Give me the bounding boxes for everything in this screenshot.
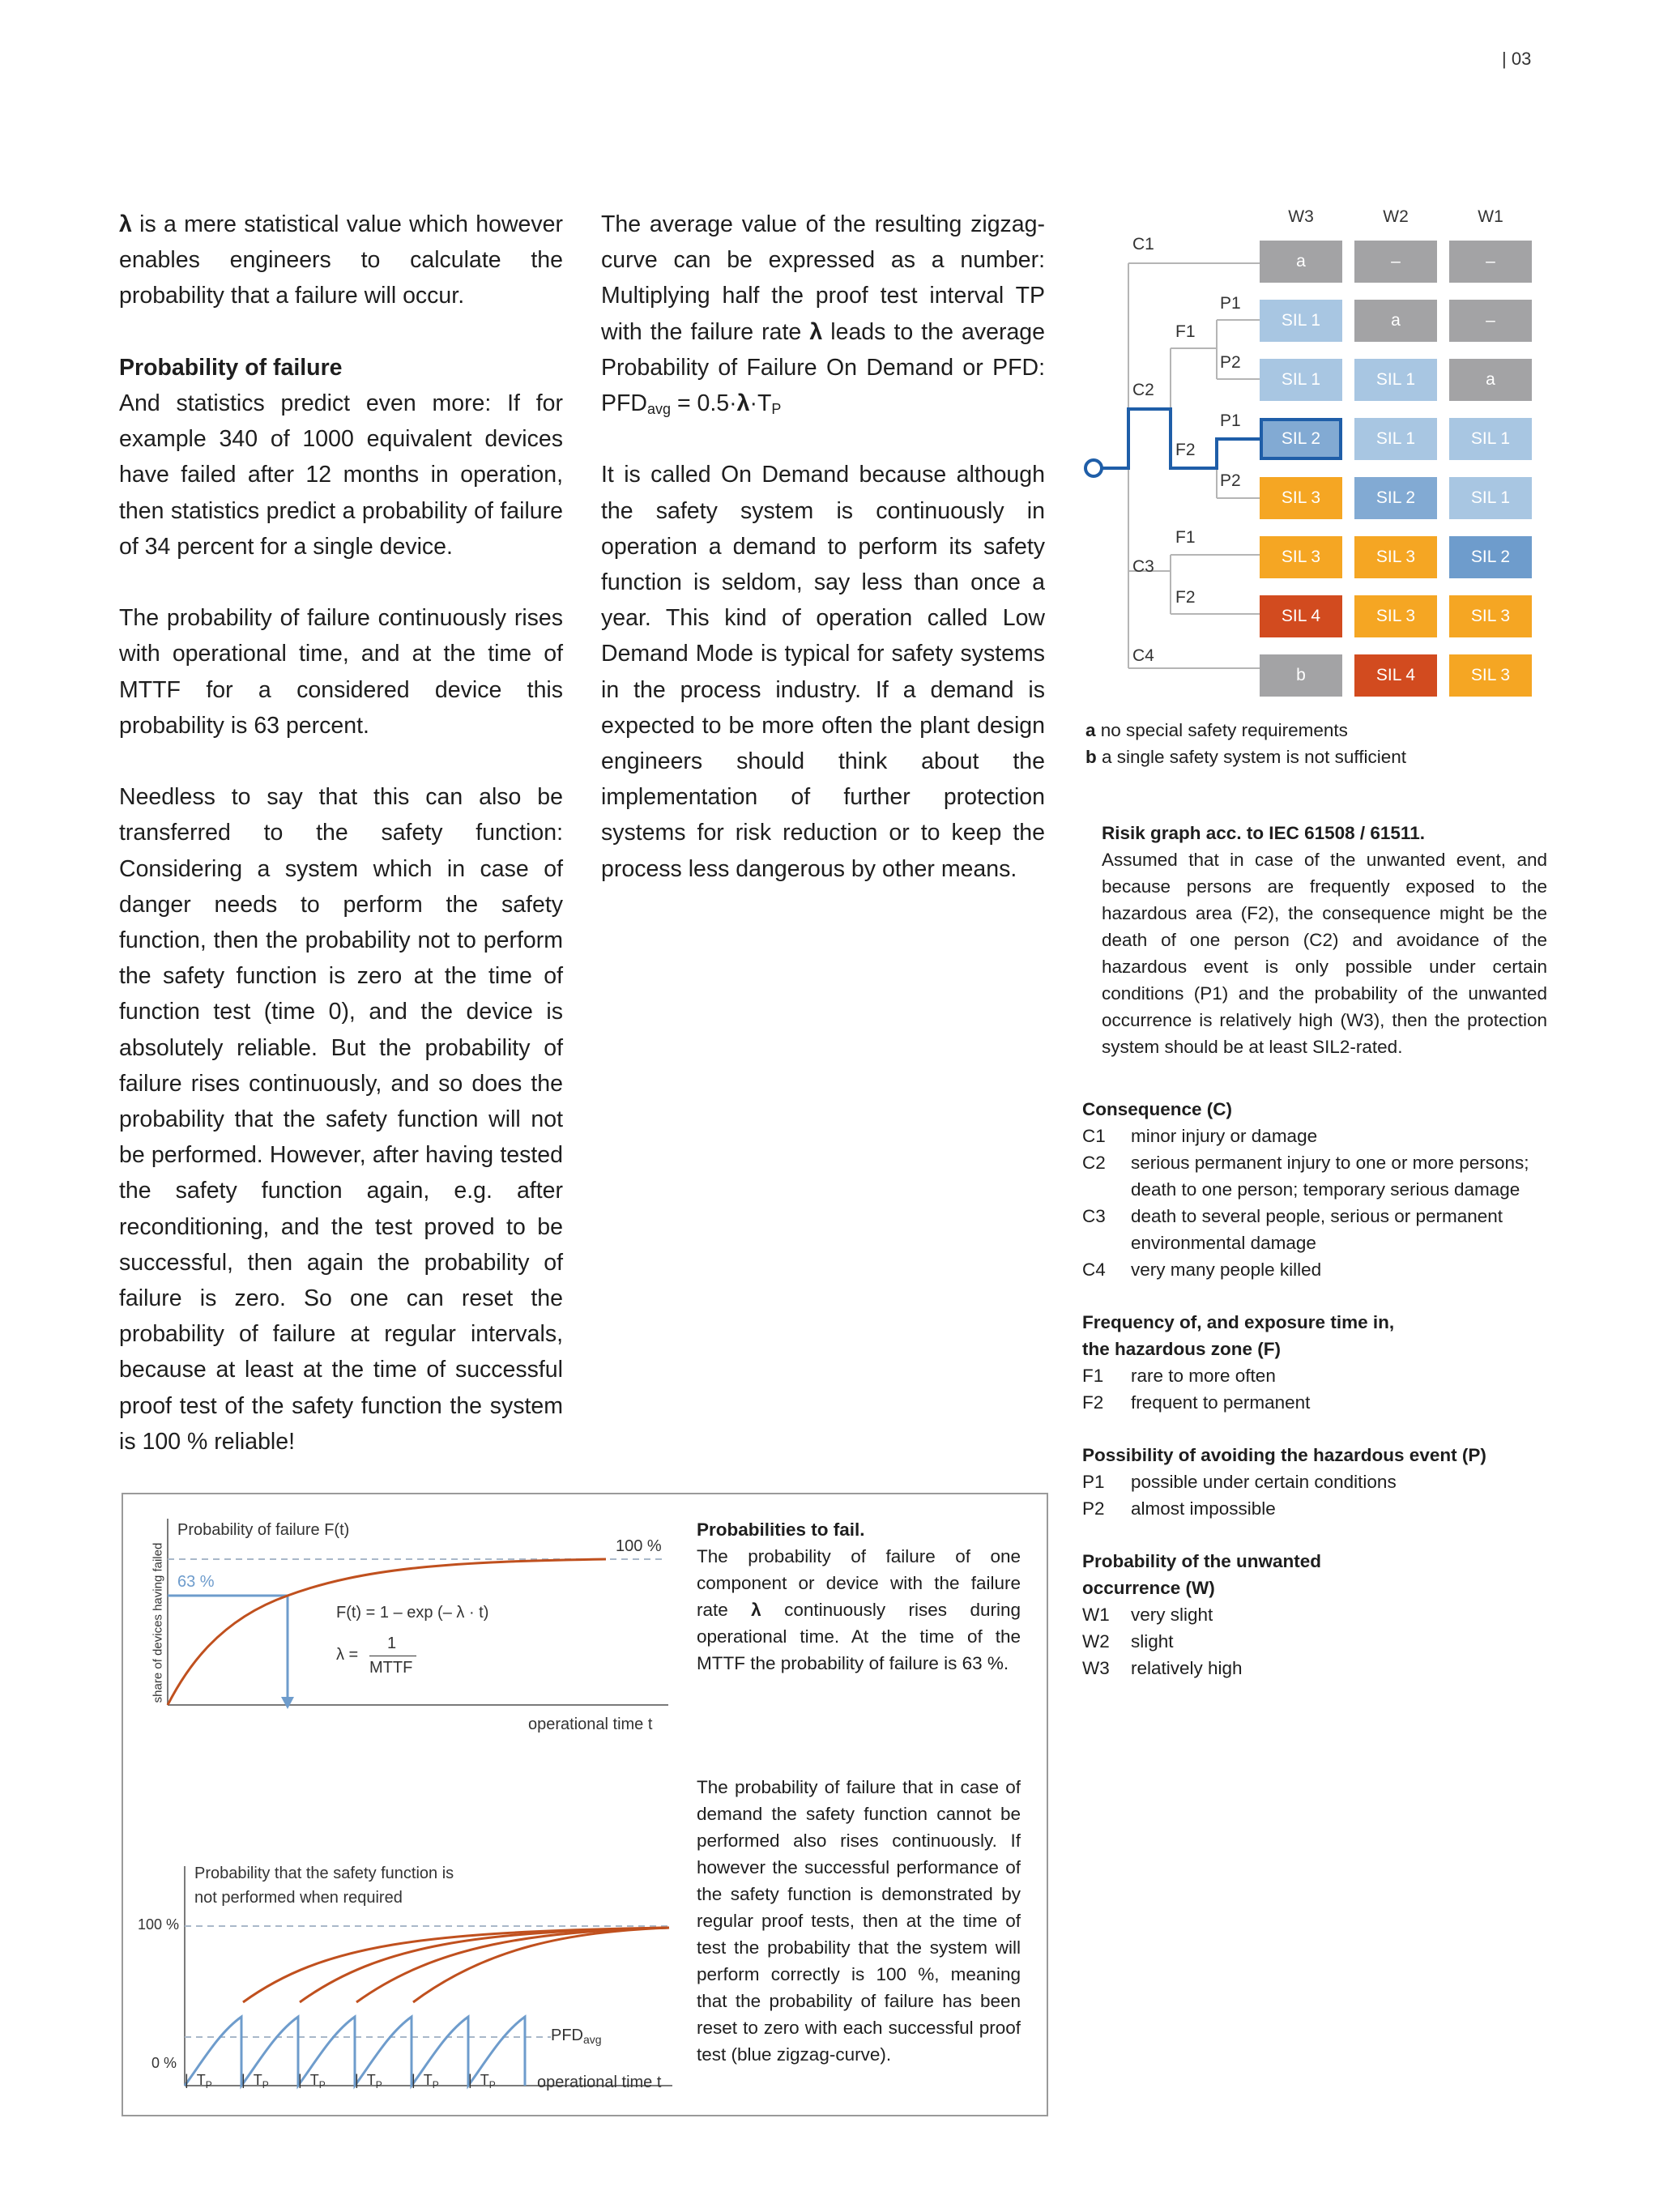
legend-row: [1082, 1601, 1552, 1628]
pfd-text: PFD: [551, 2027, 583, 2044]
risk-caption-body: Assumed that in case of the unwanted event, and because persons are frequently exposed to the hazardous area (F2), the consequence might be the death of one person (C2) and avoidance of the hazardous event is only possible under certain conditions (P1) and the probability of the unwanted occurrence is relatively high (W3), then the protection system should be at least SIL2-rated.: [1102, 850, 1547, 1057]
note-b-text: a single safety system is not sufficient: [1096, 747, 1407, 767]
legend-value: almost impossible: [1131, 1498, 1276, 1519]
legend-value: serious permanent injury to one or more persons; death to one person; temporary serious damage: [1131, 1153, 1529, 1200]
legend-value: minor injury or damage: [1131, 1126, 1318, 1146]
page-number: | 03: [1502, 49, 1532, 69]
cell-r2-w3: SIL 1: [1260, 359, 1342, 401]
note-a-key: a: [1085, 720, 1096, 740]
formula-t: ·T: [749, 390, 772, 417]
cell-r3-w1: SIL 1: [1449, 418, 1532, 460]
legend-value: death to several people, serious or permanent environmental damage: [1131, 1206, 1503, 1253]
tp-tick-4: | $T_P$: [355, 2072, 382, 2091]
top-label-63: 63 %: [177, 1573, 215, 1591]
tp-t: T: [253, 2072, 262, 2088]
top-chart-ylabel: share of devices having failed: [151, 1542, 165, 1703]
cell-r7-w2: SIL 4: [1354, 654, 1437, 697]
legend-row: [1082, 1389, 1552, 1416]
figure-caption-top-title: Probabilities to fail.: [697, 1519, 865, 1540]
figure-caption-bottom: [697, 1774, 1021, 2068]
legend-value: possible under certain conditions: [1131, 1472, 1397, 1492]
tp-sub: P: [375, 2079, 382, 2091]
legend-consequence: [1082, 1096, 1552, 1283]
legend-row: [1082, 1468, 1552, 1495]
label-p2-a: P2: [1220, 353, 1241, 372]
tp-tick-2: | $T_P$: [241, 2072, 269, 2091]
intro-paragraph: [119, 207, 563, 314]
header-w3: W3: [1288, 207, 1314, 226]
formula-lambda: λ: [736, 390, 750, 417]
pfd-sub: avg: [583, 2033, 602, 2046]
legend-key: F2: [1082, 1392, 1104, 1413]
legend-key: W3: [1082, 1658, 1110, 1678]
note-a-text: no special safety requirements: [1095, 720, 1348, 740]
cell-r4-w3: SIL 3: [1260, 477, 1342, 519]
tp-t: T: [196, 2072, 206, 2088]
cell-r1-w3: SIL 1: [1260, 300, 1342, 342]
top-frac-den: MTTF: [369, 1659, 413, 1677]
cell-r6-w3: SIL 4: [1260, 595, 1342, 637]
cell-r5-w3: SIL 3: [1260, 536, 1342, 578]
label-c3: C3: [1132, 557, 1154, 576]
tp-sub: P: [262, 2079, 269, 2091]
col2-para1-b: leads to the average Probability of Failure On Demand or PFD:: [601, 318, 1045, 381]
bottom-xlabel: operational time t: [537, 2073, 662, 2091]
legend-value: frequent to permanent: [1131, 1392, 1311, 1413]
formula-eq: = 0.5·: [671, 390, 737, 417]
probability-heading: Probability of failure: [119, 354, 343, 381]
bottom-chart-title-1: Probability that the safety function is: [194, 1865, 454, 1882]
cell-r5-w2: SIL 3: [1354, 536, 1437, 578]
legend-frequency: [1082, 1309, 1552, 1416]
tp-t: T: [309, 2072, 319, 2088]
column-1: [119, 207, 563, 1460]
tp-t: T: [480, 2072, 489, 2088]
header-w1: W1: [1478, 207, 1503, 226]
label-f1-a: F1: [1175, 322, 1196, 341]
legend-key: F1: [1082, 1366, 1104, 1386]
legend-row: [1082, 1628, 1552, 1655]
caption-top-lambda: λ: [751, 1600, 761, 1620]
bottom-pfd-label: [551, 2027, 602, 2045]
formula-tsub: P: [771, 401, 782, 418]
cell-r7-w3: b: [1260, 654, 1342, 697]
legend-value: relatively high: [1131, 1658, 1243, 1678]
note-a: [1085, 717, 1572, 744]
legend-value: very many people killed: [1131, 1259, 1322, 1280]
label-c2: C2: [1132, 381, 1154, 399]
tp-sub: P: [432, 2079, 439, 2091]
legend-key: W2: [1082, 1631, 1110, 1652]
pfd-formula: [601, 390, 781, 416]
col2-para2: It is called On Demand because although the safety system is continuously in operation a demand to perform its safety function is seldom, say less than once a year. This kind of operation called Low Demand Mode is typical for safety systems in the process industry. If a demand is expected to be more often the plant design engineers should think about the implementation of further protection systems for risk reduction or to keep the process less dangerous by other means.: [601, 462, 1045, 882]
cell-r4-w2: SIL 2: [1354, 477, 1437, 519]
cell-r1-w2: a: [1354, 300, 1437, 342]
lambda-symbol: λ: [119, 211, 132, 237]
legend-value: rare to more often: [1131, 1366, 1276, 1386]
label-f1-b: F1: [1175, 528, 1196, 547]
cell-r3-w3: SIL 2: [1260, 418, 1342, 460]
top-chart-title: Probability of failure F(t): [177, 1521, 350, 1539]
legend-possibility-title: Possibility of avoiding the hazardous event (P): [1082, 1445, 1486, 1465]
tp-tick-5: | $T_P$: [412, 2072, 439, 2091]
figure-caption-top: [697, 1516, 1021, 1677]
tp-t: T: [423, 2072, 433, 2088]
top-label-100: 100 %: [616, 1537, 662, 1555]
top-lambda-eq: λ =: [336, 1646, 359, 1664]
top-xlabel: operational time t: [528, 1715, 653, 1733]
legend-row: [1082, 1256, 1552, 1283]
cell-r7-w1: SIL 3: [1449, 654, 1532, 697]
tp-sub: P: [488, 2079, 496, 2091]
legend-row: [1082, 1203, 1552, 1256]
legend-row: [1082, 1362, 1552, 1389]
legend-key: P2: [1082, 1498, 1105, 1519]
cell-r3-w2: SIL 1: [1354, 418, 1437, 460]
cell-r6-w1: SIL 3: [1449, 595, 1532, 637]
cell-c1-w3: a: [1260, 241, 1342, 283]
note-b: [1085, 744, 1572, 770]
figure-caption-bottom-body: The probability of failure that in case of demand the safety function cannot be performed also rises continuously. If however the successful performance of the safety function is demonstrated by regular proof tests, then at the time of test the probability that the system will perform correctly is 100 %, meaning that the probability of failure has been reset to zero with each successful proof test (blue zigzag-curve).: [697, 1777, 1021, 2065]
top-frac-num: 1: [387, 1634, 397, 1652]
risk-graph-caption: [1102, 820, 1547, 1060]
label-p2-b: P2: [1220, 471, 1241, 490]
formula-sub: avg: [647, 401, 672, 418]
label-p1-a: P1: [1220, 294, 1241, 313]
legend-consequence-title: Consequence (C): [1082, 1099, 1233, 1119]
legend-key: W1: [1082, 1605, 1110, 1625]
cell-r2-w2: SIL 1: [1354, 359, 1437, 401]
cell-r1-w1: –: [1449, 300, 1532, 342]
header-w2: W2: [1383, 207, 1409, 226]
risk-legend: [1082, 1096, 1552, 1707]
cell-r5-w1: SIL 2: [1449, 536, 1532, 578]
caption-top-b: continuously rises during operational time. At the time of the MTTF the probability of failure is 63 %.: [697, 1600, 1021, 1673]
col2-para1: [601, 207, 1045, 421]
legend-key: P1: [1082, 1472, 1105, 1492]
intro-text: is a mere statistical value which however enables engineers to calculate the probability that a failure will occur.: [119, 211, 563, 309]
cell-r2-w1: a: [1449, 359, 1532, 401]
legend-row: [1082, 1495, 1552, 1522]
legend-key: C2: [1082, 1153, 1106, 1173]
tp-tick-6: | $T_P$: [468, 2072, 496, 2091]
figure-caption-top-body: [697, 1543, 1021, 1677]
legend-row: [1082, 1123, 1552, 1149]
tp-tick-1: | $T_P$: [185, 2072, 212, 2091]
cell-r4-w1: SIL 1: [1449, 477, 1532, 519]
legend-possibility: [1082, 1442, 1552, 1522]
label-c4: C4: [1132, 646, 1154, 665]
legend-key: C1: [1082, 1126, 1106, 1146]
legend-value: very slight: [1131, 1605, 1213, 1625]
col1-para2: The probability of failure continuously rises with operational time, and at the time of MTTF for a considered device this probability is 63 percent.: [119, 605, 563, 739]
legend-value: slight: [1131, 1631, 1174, 1652]
legend-row: [1082, 1655, 1552, 1681]
tp-sub: P: [318, 2079, 326, 2091]
bottom-label-0: 0 %: [151, 2055, 177, 2071]
label-f2-a: F2: [1175, 441, 1196, 459]
top-formula: F(t) = 1 – exp (– λ · t): [336, 1604, 489, 1622]
label-f2-b: F2: [1175, 588, 1196, 607]
risk-graph-notes: [1085, 717, 1572, 770]
col1-para1: And statistics predict even more: If for example 340 of 1000 equivalent devices have failed after 12 months in operation, then statistics predict a probability of failure of 34 percent for a single device.: [119, 390, 563, 560]
cell-c1-w1: –: [1449, 241, 1532, 283]
note-b-key: b: [1085, 747, 1097, 767]
tp-tick-3: | $T_P$: [298, 2072, 326, 2091]
formula-pfd: PFD: [601, 390, 647, 417]
legend-frequency-title: Frequency of, and exposure time in, the hazardous zone (F): [1082, 1312, 1395, 1359]
legend-probability-title: Probability of the unwanted occurrence (W): [1082, 1551, 1322, 1598]
lambda-symbol: λ: [809, 318, 823, 345]
bottom-label-100: 100 %: [138, 1916, 180, 1933]
label-p1-b: P1: [1220, 411, 1241, 430]
legend-key: C3: [1082, 1206, 1106, 1226]
label-c1: C1: [1132, 235, 1154, 254]
cell-c1-w2: –: [1354, 241, 1437, 283]
caption-top-a: The probability of failure of one component or device with the failure rate: [697, 1546, 1021, 1620]
legend-row: [1082, 1149, 1552, 1203]
col1-para3: Needless to say that this can also be transferred to the safety function: Considering a system which in case of danger needs to perform the safety function, then the probability not to perform the safety function is zero at the time of function test (time 0), and the device is absolutely reliable. But the probability of failure rises continuously, and so does the probability that the safety function will not be performed. However, after having tested the safety function again, e.g. after reconditioning, and the test proved to be successful, then again the probability of failure is zero. So one can reset the probability of failure at regular intervals, because at least at the time of successful proof test of the safety function the system is 100 % reliable!: [119, 784, 563, 1455]
risk-caption-title: Risik graph acc. to IEC 61508 / 61511.: [1102, 823, 1425, 843]
tp-t: T: [366, 2072, 376, 2088]
col2-para1-a: The average value of the resulting zigzag-curve can be expressed as a number: Multiplying half the proof test interval TP with the failure rate: [601, 211, 1045, 345]
legend-probability: [1082, 1548, 1552, 1681]
bottom-chart-title-2: not performed when required: [194, 1889, 403, 1907]
cell-r6-w2: SIL 3: [1354, 595, 1437, 637]
column-2: [601, 207, 1045, 887]
tp-sub: P: [205, 2079, 212, 2091]
legend-key: C4: [1082, 1259, 1106, 1280]
